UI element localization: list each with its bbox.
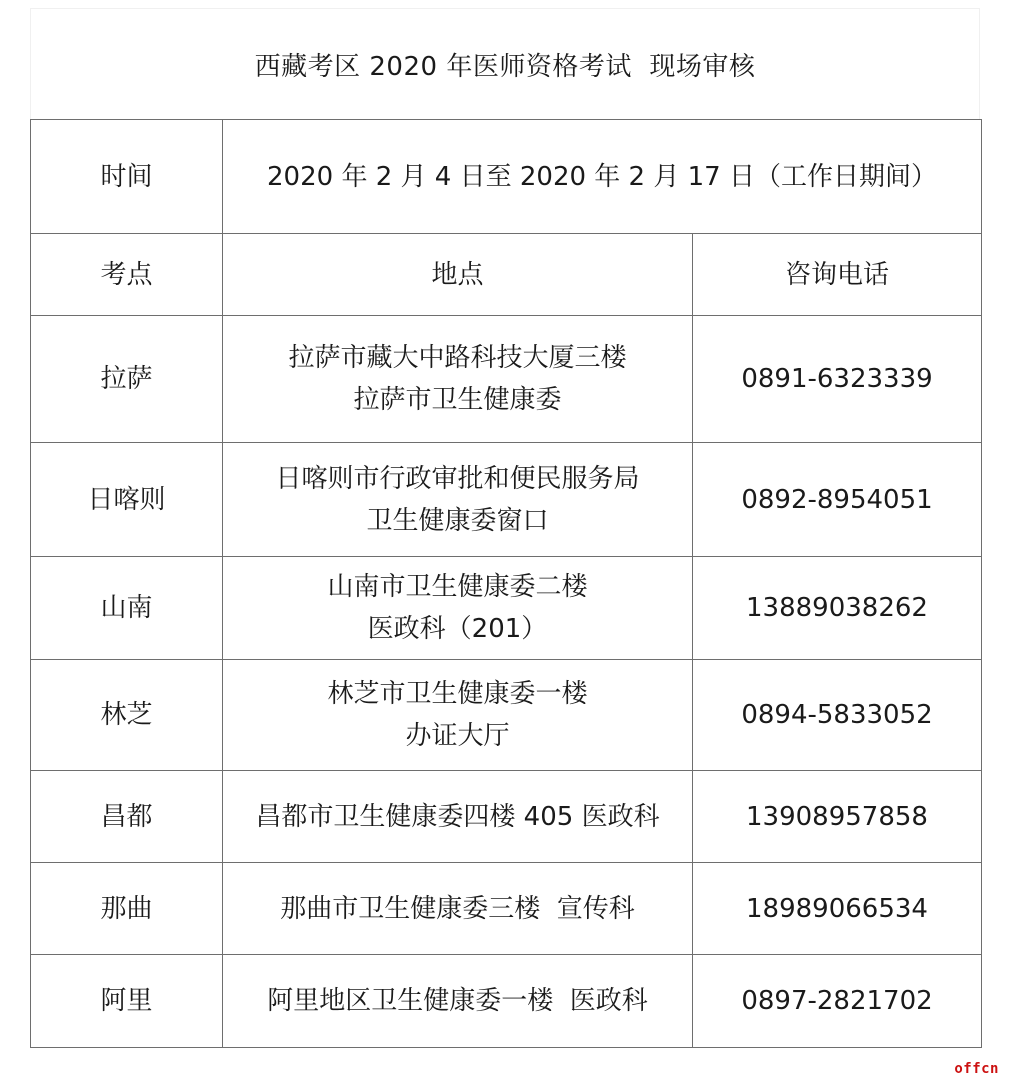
location-line: 那曲市卫生健康委三楼 宣传科 (280, 893, 635, 924)
header-phone: 咨询电话 (693, 234, 982, 316)
time-row (31, 120, 982, 234)
review-schedule-table (30, 119, 982, 1048)
table-row (31, 660, 982, 771)
header-row (31, 234, 982, 316)
location-line: 办证大厅 (405, 721, 510, 751)
site-cell: 山南 (31, 557, 223, 660)
table-row (31, 955, 982, 1048)
phone-cell: 13889038262 (693, 557, 982, 660)
table-row (31, 557, 982, 660)
phone-cell: 0897-2821702 (693, 955, 982, 1048)
location-line: 阿里地区卫生健康委一楼 医政科 (267, 986, 648, 1016)
time-value: 2020 年 2 月 4 日至 2020 年 2 月 17 日（工作日期间） (223, 120, 982, 234)
location-line: 昌都市卫生健康委四楼 405 医政科 (255, 801, 660, 832)
location-cell (223, 443, 693, 557)
location-cell (223, 316, 693, 443)
time-label: 时间 (31, 120, 223, 234)
phone-cell: 18989066534 (693, 863, 982, 955)
phone-cell: 0892-8954051 (693, 443, 982, 557)
watermark-logo: offcn (954, 1061, 999, 1077)
site-cell: 那曲 (31, 863, 223, 955)
phone-cell: 0891-6323339 (693, 316, 982, 443)
location-cell (223, 863, 693, 955)
site-cell: 日喀则 (31, 443, 223, 557)
location-line: 拉萨市藏大中路科技大厦三楼 (288, 343, 627, 373)
location-cell (223, 955, 693, 1048)
location-line: 林芝市卫生健康委一楼 (327, 679, 588, 709)
site-cell: 林芝 (31, 660, 223, 771)
location-line: 山南市卫生健康委二楼 (327, 572, 588, 602)
location-cell (223, 557, 693, 660)
phone-cell: 0894-5833052 (693, 660, 982, 771)
header-location: 地点 (223, 234, 693, 316)
location-line: 卫生健康委窗口 (366, 505, 549, 536)
table-row (31, 443, 982, 557)
location-line: 日喀则市行政审批和便民服务局 (275, 463, 640, 494)
table-row (31, 771, 982, 863)
location-line: 拉萨市卫生健康委 (353, 385, 562, 415)
location-cell (223, 660, 693, 771)
location-line: 医政科（201） (367, 614, 548, 644)
site-cell: 拉萨 (31, 316, 223, 443)
page-title: 西藏考区 2020 年医师资格考试 现场审核 (30, 8, 980, 120)
table-row (31, 316, 982, 443)
site-cell: 阿里 (31, 955, 223, 1048)
phone-cell: 13908957858 (693, 771, 982, 863)
site-cell: 昌都 (31, 771, 223, 863)
table-row (31, 863, 982, 955)
header-site: 考点 (31, 234, 223, 316)
location-cell (223, 771, 693, 863)
